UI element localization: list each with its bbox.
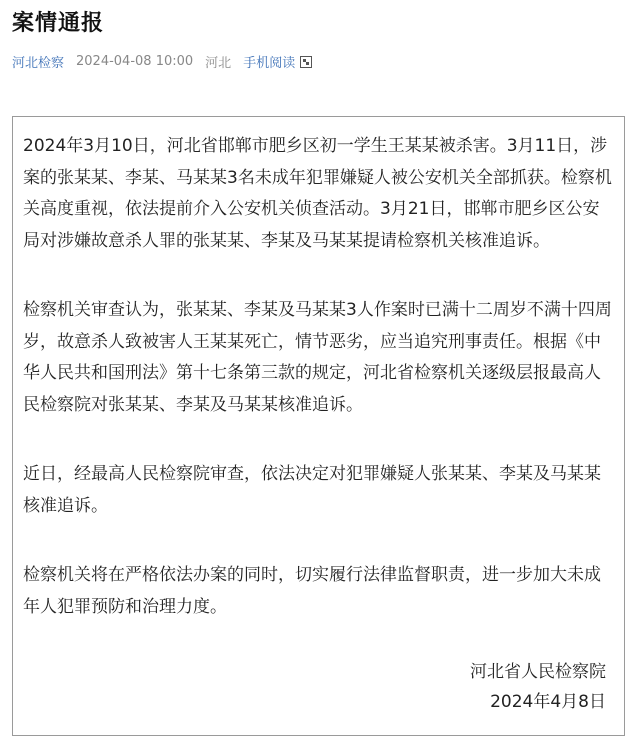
notice-paragraph-3: 近日，经最高人民检察院审查，依法决定对犯罪嫌疑人张某某、李某及马某某核准追诉。 [23, 464, 601, 516]
mobile-read-link[interactable]: 手机阅读 [243, 56, 296, 71]
notice-paragraph-2: 检察机关审查认为，张某某、李某及马某某3人作案时已满十二周岁不满十四周岁，故意杀人致被害人王某某死亡，情节恶劣，应当追究刑事责任。根据《中华人民共和国刑法》第十七条第三款的规定，河北省检察机关逐级层报最高人民检察院对张某某、李某及马某某核准追诉。 [23, 300, 612, 415]
article-meta [12, 52, 312, 71]
qr-code-icon[interactable] [300, 56, 312, 68]
notice-paragraph-1: 2024年3月10日，河北省邯郸市肥乡区初一学生王某某被杀害。3月11日，涉案的张某某、李某、马某某3名未成年犯罪嫌疑人被公安机关全部抓获。检察机关高度重视，依法提前介入公安机关侦查活动。3月21日，邯郸市肥乡区公安局对涉嫌故意杀人罪的张某某、李某及马某某提请检察机关核准追诉。 [23, 136, 612, 251]
region-label: 河北 [205, 56, 232, 71]
notice-paragraph-4: 检察机关将在严格依法办案的同时，切实履行法律监督职责，进一步加大未成年人犯罪预防和治理力度。 [23, 565, 601, 617]
publish-datetime: 2024-04-08 10:00 [76, 54, 194, 69]
signature-date: 2024年4月8日 [490, 692, 606, 712]
source-link[interactable]: 河北检察 [12, 56, 65, 71]
signature-block [470, 657, 606, 717]
notice-box [12, 116, 625, 736]
page-title: 案情通报 [12, 11, 105, 36]
signature-org: 河北省人民检察院 [470, 662, 606, 682]
